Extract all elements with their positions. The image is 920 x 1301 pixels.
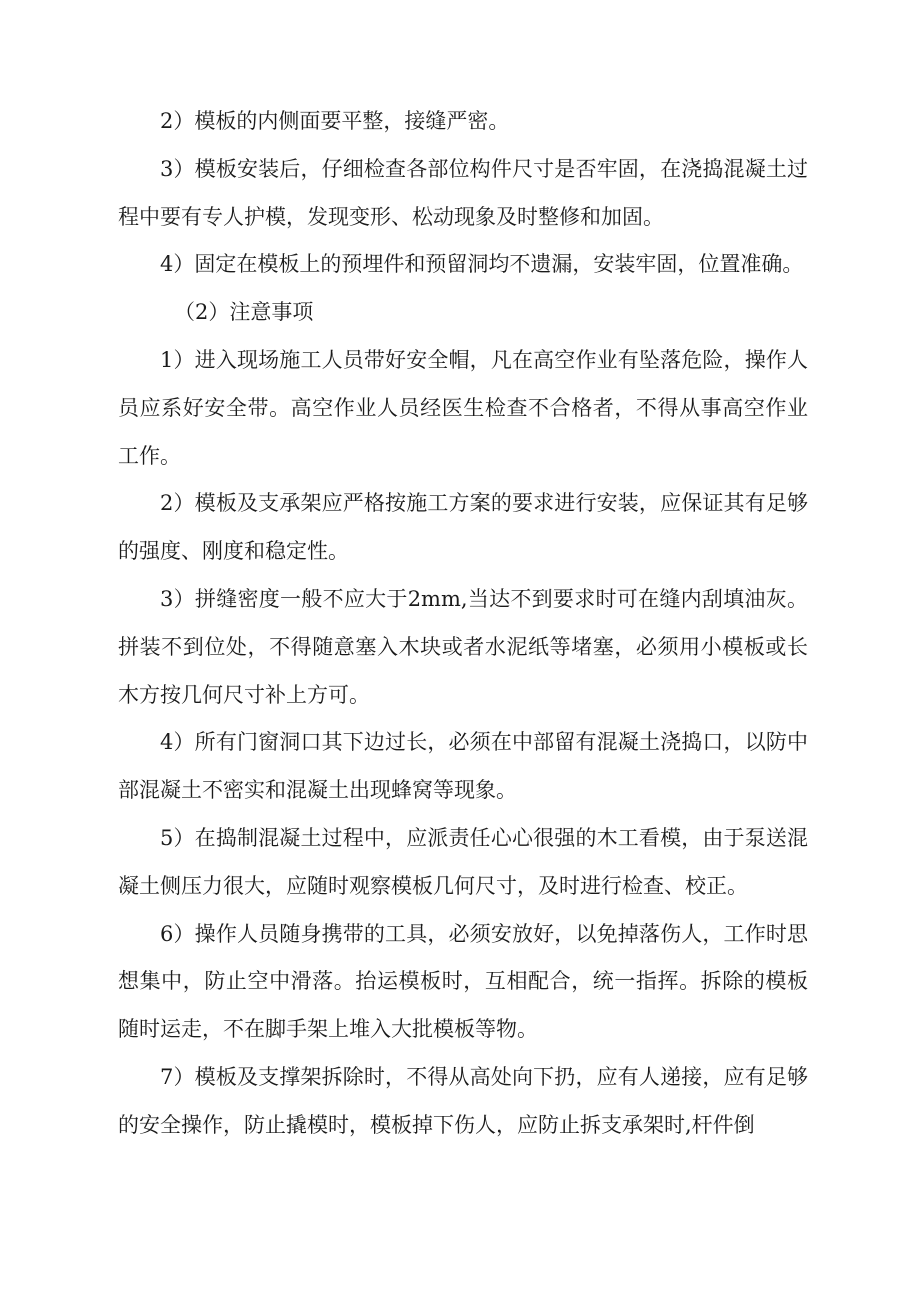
- document-body: [118, 98, 808, 1150]
- note-item-1: 1）进入现场施工人员带好安全帽，凡在高空作业有坠落危险，操作人员应系好安全带。高空作业人员经医生检查不合格者，不得从事高空作业工作。: [118, 347, 808, 468]
- note-item-7: 7）模板及支撑架拆除时，不得从高处向下扔，应有人递接，应有足够的安全操作，防止撬模时，模板掉下伤人，应防止拆支承架时,杆件倒: [118, 1064, 808, 1137]
- paragraph-item-2: 2）模板的内侧面要平整，接缝严密。: [160, 109, 510, 133]
- note-item-6: 6）操作人员随身携带的工具，必须安放好，以免掉落伤人，工作时思想集中，防止空中滑落。抬运模板时，互相配合，统一指挥。拆除的模板随时运走，不在脚手架上堆入大批模板等物。: [118, 921, 808, 1042]
- paragraph-item-3: 3）模板安装后，仔细检查各部位构件尺寸是否牢固，在浇捣混凝土过程中要有专人护模，发现变形、松动现象及时整修和加固。: [118, 156, 808, 229]
- note-item-3: 3）拼缝密度一般不应大于2mm,当达不到要求时可在缝内刮填油灰。拼装不到位处，不得随意塞入木块或者水泥纸等堵塞，必须用小模板或长木方按几何尺寸补上方可。: [118, 586, 808, 707]
- note-item-2: 2）模板及支承架应严格按施工方案的要求进行安装，应保证其有足够的强度、刚度和稳定性。: [118, 491, 808, 564]
- section-heading: （2）注意事项: [174, 300, 314, 325]
- paragraph-item-4: 4）固定在模板上的预埋件和预留洞均不遗漏，安装牢固，位置准确。: [160, 252, 804, 277]
- note-item-4: 4）所有门窗洞口其下边过长，必须在中部留有混凝土浇捣口，以防中部混凝土不密实和混凝土出现蜂窝等现象。: [118, 730, 808, 803]
- note-item-5: 5）在捣制混凝土过程中，应派责任心心很强的木工看模，由于泵送混凝土侧压力很大，应随时观察模板几何尺寸，及时进行检查、校正。: [118, 825, 808, 898]
